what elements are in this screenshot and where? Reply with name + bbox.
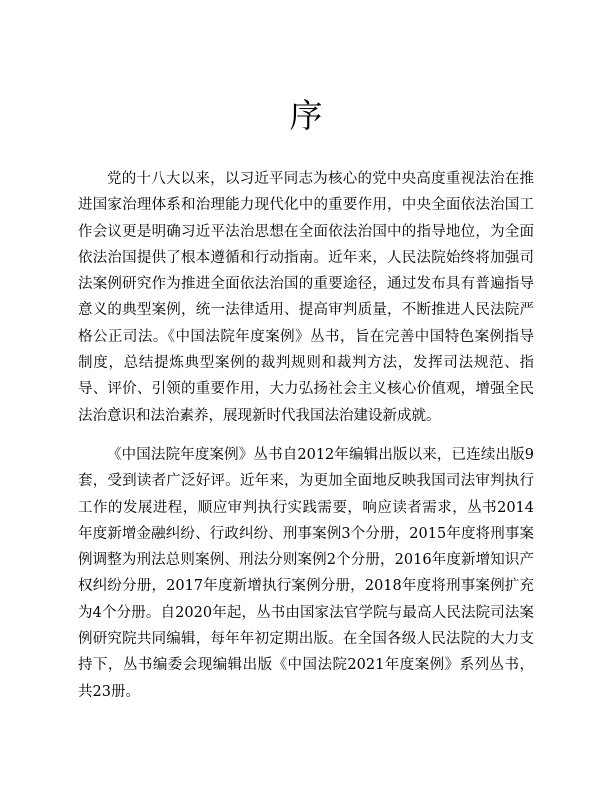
- paragraph-2: 《中国法院年度案例》丛书自2012年编辑出版以来，已连续出版9套，受到读者广泛好评。近年来，为更加全面地反映我国司法审判执行工作的发展进程，顺应审判执行实践需要，响应读者需求，丛书2014年度新增金融纠纷、行政纠纷、刑事案例3个分册，2015年度将刑事案例调整为刑法总则案例、刑法分则案例2个分册，2016年度新增知识产权纠纷分册，2017年度新增执行案例分册，2018年度将刑事案例扩充为4个分册。自2020年起，丛书由国家法官学院与最高人民法院司法案例研究院共同编辑，每年年初定期出版。在全国各级人民法院的大力支持下，丛书编委会现编辑出版《中国法院2021年度案例》系列丛书，共23册。: [78, 446, 534, 700]
- preface-body: [78, 166, 534, 705]
- paragraph-1: 党的十八大以来，以习近平同志为核心的党中央高度重视法治在推进国家治理体系和治理能力现代化中的重要作用，中央全面依法治国工作会议更是明确习近平法治思想在全面依法治国中的指导地位，为全面依法治国提供了根本遵循和行动指南。近年来，人民法院始终将加强司法案例研究作为推进全面依法治国的重要途径，通过发布具有普遍指导意义的典型案例，统一法律适用、提高审判质量，不断推进人民法院严格公正司法。《中国法院年度案例》丛书，旨在完善中国特色案例指导制度，总结提炼典型案例的裁判规则和裁判方法，发挥司法规范、指导、评价、引领的重要作用，大力弘扬社会主义核心价值观，增强全民法治意识和法治素养，展现新时代我国法治建设新成就。: [78, 171, 534, 424]
- page-title: 序: [289, 96, 323, 135]
